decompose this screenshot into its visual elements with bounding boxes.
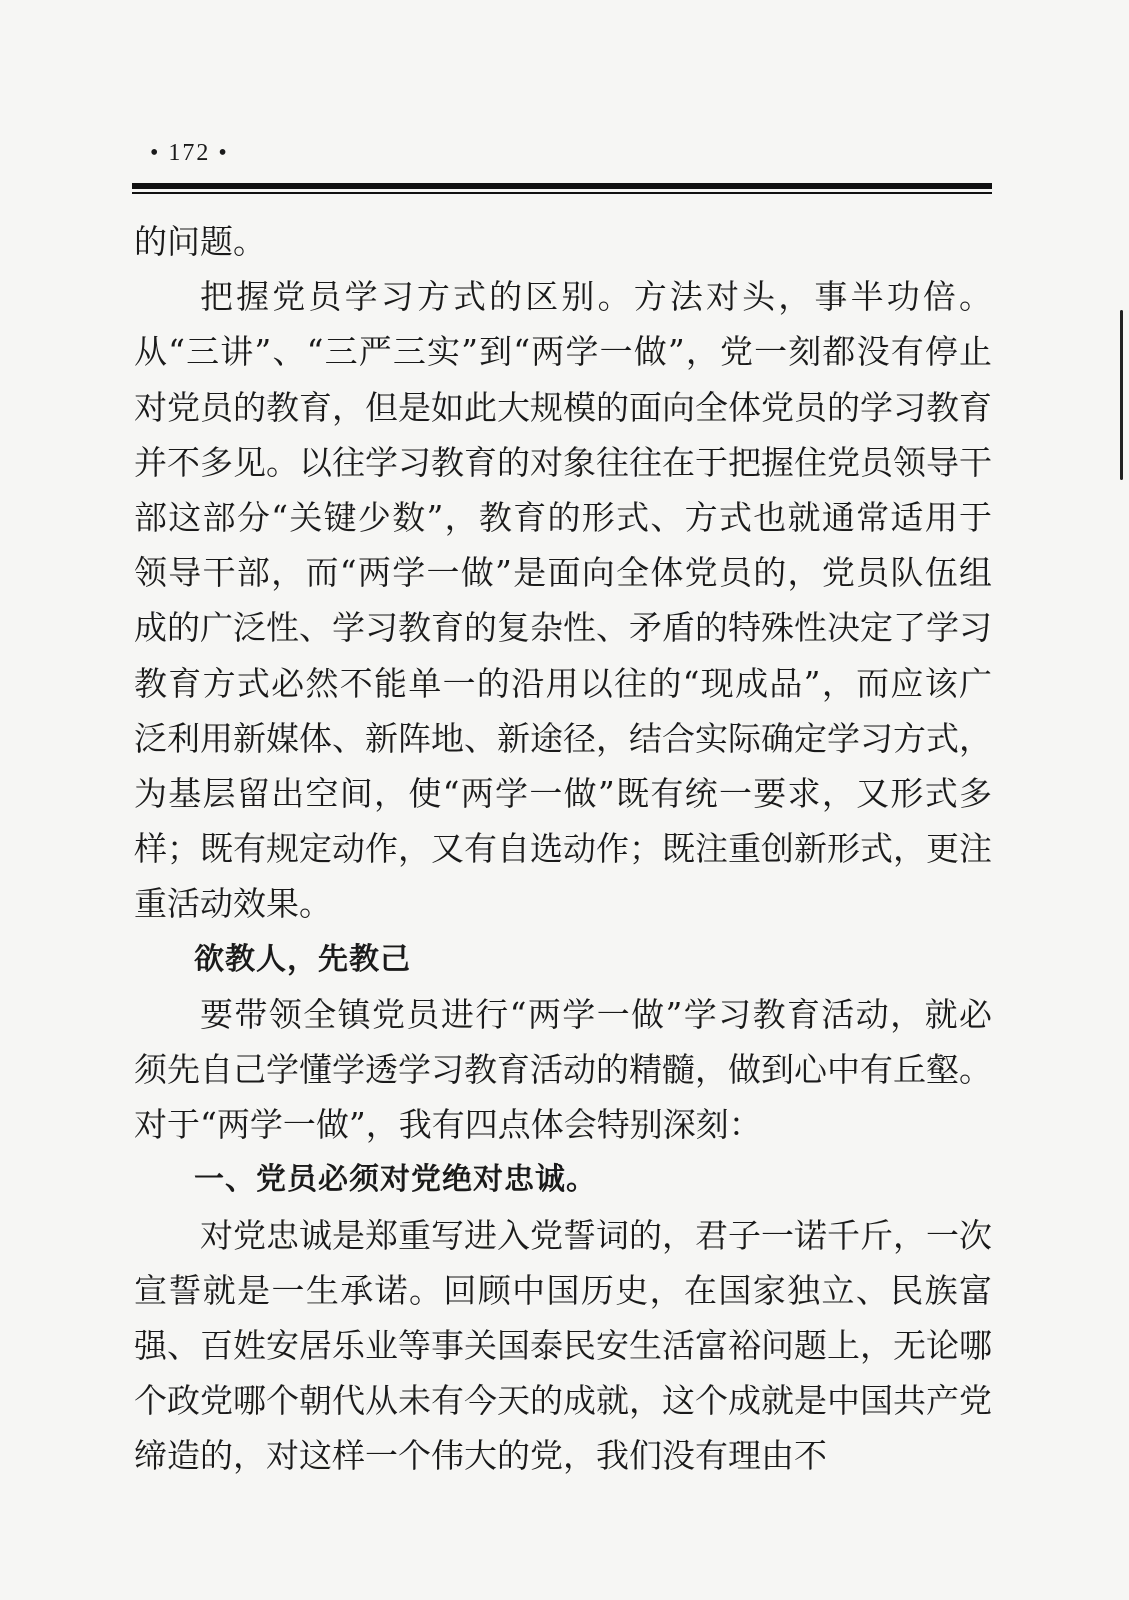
header-rule-thick [132, 183, 992, 189]
paragraph-learning-methods: 把握党员学习方式的区别。方法对头，事半功倍。从“三讲”、“三严三实”到“两学一做”，党一刻都没有停止对党员的教育，但是如此大规模的面向全体党员的学习教育并不多见。以往学习教育的对象往往在于把握住党员领导干部这部分“关键少数”，教育的形式、方式也就通常适用于领导干部，而“两学一做”是面向全体党员的，党员队伍组成的广泛性、学习教育的复杂性、矛盾的特殊性决定了学习教育方式必然不能单一的沿用以往的“现成品”，而应该广泛利用新媒体、新阵地、新途径，结合实际确定学习方式，为基层留出空间，使“两学一做”既有统一要求，又形式多样；既有规定动作，又有自选动作；既注重创新形式，更注重活动效果。 [134, 277, 992, 924]
paragraph-loyalty: 对党忠诚是郑重写进入党誓词的，君子一诺千斤，一次宣誓就是一生承诺。回顾中国历史，在国家独立、民族富强、百姓安居乐业等事关国泰民安生活富裕问题上，无论哪个政党哪个朝代从未有今天的成就，这个成就是中国共产党缔造的，对这样一个伟大的党，我们没有理由不 [134, 1215, 992, 1476]
point-heading-1: 一、党员必须对党绝对忠诚。 [194, 1162, 597, 1198]
scan-edge-mark [1120, 310, 1123, 480]
section-heading: 欲教人，先教己 [194, 941, 411, 977]
body-text [134, 214, 992, 1484]
paragraph-continuation: 的问题。 [134, 222, 266, 261]
page-number: • 172 • [150, 140, 229, 166]
paragraph-lead-by-example: 要带领全镇党员进行“两学一做”学习教育活动，就必须先自己学懂学透学习教育活动的精髓，做到心中有丘壑。对于“两学一做”，我有四点体会特别深刻： [134, 994, 992, 1145]
header-rule-thin [132, 192, 992, 194]
